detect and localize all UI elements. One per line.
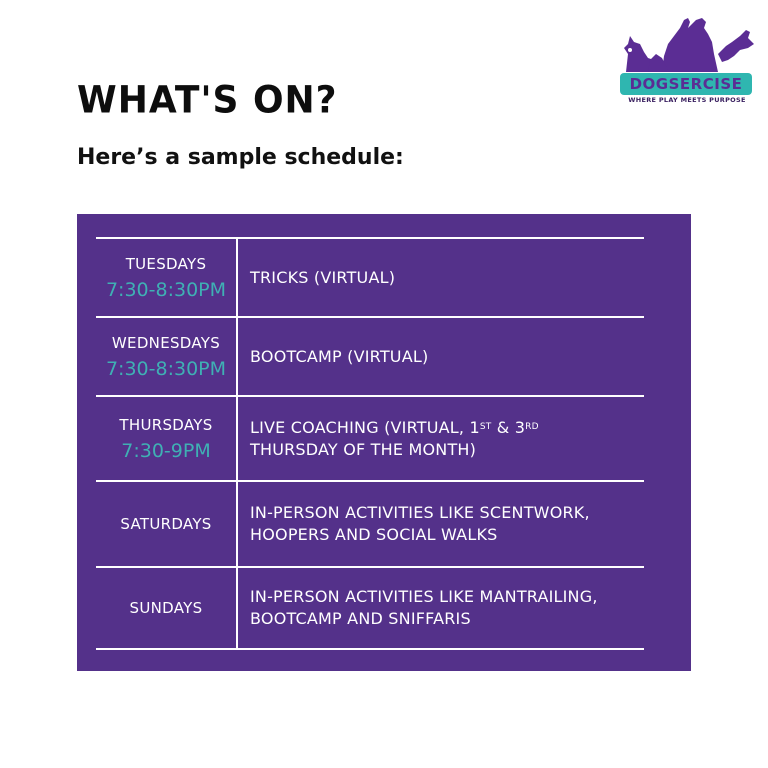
activity-cell: TRICKS (VIRTUAL) [250,267,396,287]
schedule-panel [77,214,691,671]
activity-cell: IN-PERSON ACTIVITIES LIKE MANTRAILING, BOOTCAMP AND SNIFFARIS [250,587,598,628]
day-cell [96,318,238,395]
day-cell [96,568,238,648]
activity-text: THURSDAY OF THE MONTH) [250,439,477,459]
activity-cell: IN-PERSON ACTIVITIES LIKE SCENTWORK, HOOPERS AND SOCIAL WALKS [250,503,590,544]
day-label: TUESDAYS [125,254,207,273]
dogsercise-logo [618,14,758,104]
logo-wordmark: DOGSERCISE [620,73,752,95]
activity-cell: BOOTCAMP (VIRTUAL) [250,346,429,366]
day-cell [96,482,238,566]
day-label: THURSDAYS [119,415,213,434]
schedule-table [96,237,644,650]
activity-text: LIVE COACHING (VIRTUAL, 1 [250,417,480,437]
ordinal-suffix: ST [479,421,492,432]
table-row [96,480,644,566]
time-label: 7:30-9PM [121,439,211,462]
table-row [96,566,644,650]
activity-cell [238,397,644,480]
time-label: 7:30-8:30PM [105,357,227,380]
table-row [96,237,644,316]
page-subtitle: Here’s a sample schedule: [77,145,404,170]
logo-tagline: WHERE PLAY MEETS PURPOSE [628,96,746,104]
time-label: 7:30-8:30PM [105,278,227,301]
day-label: SATURDAYS [120,515,212,533]
ordinal-suffix: RD [525,421,539,432]
day-label: SUNDAYS [129,599,203,617]
page-title: WHAT'S ON? [77,78,338,123]
dog-and-person-silhouette-icon [618,14,758,76]
day-cell [96,239,238,316]
day-cell [96,397,238,480]
day-label: WEDNESDAYS [111,333,221,352]
activity-text: & 3 [491,417,526,437]
table-row [96,316,644,395]
table-row [96,395,644,480]
